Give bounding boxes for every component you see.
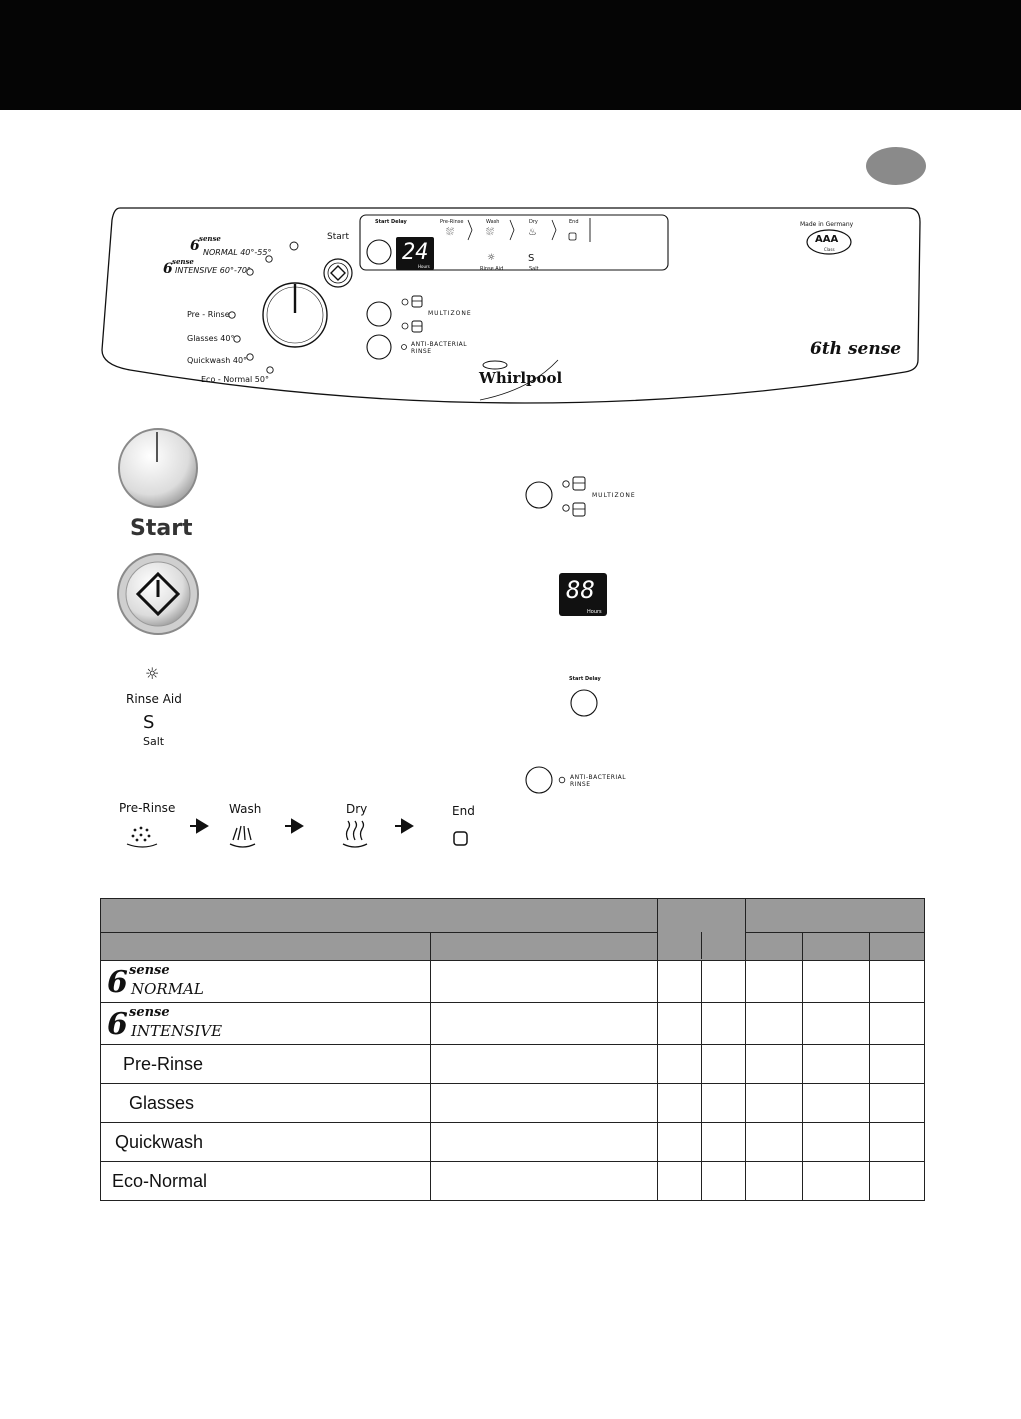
row-normal-prefix: 6 <box>107 965 128 1000</box>
made-in-label: Made in Germany <box>800 221 854 228</box>
table-cell <box>803 1162 870 1201</box>
table-cell <box>870 1162 925 1201</box>
row-econormal-name: Eco-Normal <box>101 1162 431 1201</box>
rinse-aid-icon: ☼ <box>487 253 496 263</box>
panel-start-delay-label: Start Delay <box>375 219 407 225</box>
table-cell <box>803 961 870 1003</box>
legend-display-value: 88 <box>566 576 595 604</box>
row-normal-name: NORMAL <box>131 980 204 998</box>
panel-salt-label: Salt <box>529 266 539 272</box>
table-cell <box>870 961 925 1003</box>
legend-rinse-aid-icon: ☼ <box>145 664 160 683</box>
prerinse-phase-icon <box>127 827 157 847</box>
wash-phase-icon <box>230 826 255 847</box>
arrow-icon <box>190 820 207 832</box>
table-header-row-1 <box>101 899 925 933</box>
legend-phase-end: End <box>452 804 475 818</box>
dry-icon: ♨ <box>528 227 537 238</box>
panel-antibacterial-label-2: RINSE <box>411 348 432 355</box>
program-quickwash-label: Quickwash 40° <box>187 356 248 365</box>
panel-multizone-label: MULTIZONE <box>428 310 472 317</box>
table-cell <box>702 1003 746 1045</box>
table-cell <box>702 1084 746 1123</box>
energy-class: AAA <box>815 234 839 245</box>
table-cell <box>658 1045 702 1084</box>
table-header-cell <box>101 933 431 961</box>
row-intensive-name: INTENSIVE <box>131 1022 223 1040</box>
program-normal-prefix: 6 <box>190 238 200 254</box>
table-program-cell <box>101 961 431 1003</box>
legend-salt-label: Salt <box>143 735 165 748</box>
table-cell <box>702 961 746 1003</box>
row-quickwash-name: Quickwash <box>101 1123 431 1162</box>
prerinse-icon: ⛆ <box>446 227 454 238</box>
panel-start-label: Start <box>327 232 349 242</box>
table-program-cell <box>101 1003 431 1045</box>
legend-phase-prerinse: Pre-Rinse <box>119 801 176 815</box>
table-cell <box>702 1045 746 1084</box>
panel-phase-wash: Wash <box>486 219 500 225</box>
row-intensive-prefix: 6 <box>107 1007 128 1042</box>
table-header-cell <box>746 933 803 961</box>
table-cell <box>658 1084 702 1123</box>
program-intensive-prefix: 6 <box>163 261 173 277</box>
row-glasses-name: Glasses <box>101 1084 431 1123</box>
table-cell <box>746 961 803 1003</box>
table-cell <box>746 1123 803 1162</box>
legend-antibacterial-label-2: RINSE <box>570 781 591 788</box>
table-cell <box>431 1045 658 1084</box>
program-table <box>100 898 925 1201</box>
row-prerinse-name: Pre-Rinse <box>101 1045 431 1084</box>
panel-phase-prerinse: Pre-Rinse <box>440 219 464 225</box>
legend-start-delay-label: Start Delay <box>569 676 601 682</box>
salt-icon: S <box>528 253 535 264</box>
row-normal-sense: sense <box>129 963 170 978</box>
table-cell <box>702 1123 746 1162</box>
table-header-row-2 <box>101 933 925 961</box>
arrow-icon-2 <box>285 820 302 832</box>
table-cell <box>702 1162 746 1201</box>
panel-antibacterial-label: ANTI-BACTERIAL <box>411 341 468 348</box>
table-cell <box>658 1162 702 1201</box>
panel-display-unit: Hours <box>418 264 430 269</box>
legend-multizone-label: MULTIZONE <box>592 492 636 499</box>
table-cell <box>746 1003 803 1045</box>
legend-rinse-aid-label: Rinse Aid <box>126 692 182 706</box>
table-cell <box>658 1003 702 1045</box>
panel-phase-end: End <box>569 219 579 225</box>
table-header-cell <box>101 899 658 933</box>
table-header-cell <box>803 933 870 961</box>
panel-phase-dry: Dry <box>529 219 538 225</box>
program-glasses-label: Glasses 40° <box>187 334 235 343</box>
language-badge <box>866 147 926 185</box>
table-cell <box>746 1162 803 1201</box>
panel-rinse-aid-label: Rinse Aid <box>480 266 504 272</box>
table-cell <box>870 1045 925 1084</box>
row-intensive-sense: sense <box>129 1005 170 1020</box>
table-cell <box>870 1123 925 1162</box>
table-row <box>101 1162 925 1201</box>
program-intensive-label: INTENSIVE 60°-70° <box>175 266 252 275</box>
table-cell <box>746 1084 803 1123</box>
table-header-cell <box>870 933 925 961</box>
cycle-phase-graphic <box>115 818 485 854</box>
program-prerinse-label: Pre - Rinse <box>187 310 230 319</box>
table-cell <box>870 1003 925 1045</box>
table-cell <box>431 1003 658 1045</box>
sixth-sense-logo: 6th sense <box>810 339 902 359</box>
table-cell <box>658 1123 702 1162</box>
table-cell <box>803 1084 870 1123</box>
program-intensive-sense: sense <box>172 257 194 266</box>
table-header-cell <box>746 899 925 933</box>
table-cell <box>803 1123 870 1162</box>
table-cell <box>658 961 702 1003</box>
arrow-icon-3 <box>395 820 412 832</box>
table-row <box>101 1045 925 1084</box>
table-row <box>101 1003 925 1045</box>
table-cell <box>431 1084 658 1123</box>
header-bar <box>0 0 1021 110</box>
table-row <box>101 961 925 1003</box>
program-normal-label: NORMAL 40°-55° <box>203 248 272 257</box>
table-cell <box>803 1003 870 1045</box>
legend-start-label: Start <box>130 516 193 541</box>
program-econormal-label: Eco - Normal 50° <box>201 375 269 384</box>
table-row <box>101 1123 925 1162</box>
dry-phase-icon <box>343 821 367 847</box>
end-phase-icon <box>454 832 467 845</box>
table-cell <box>431 1162 658 1201</box>
table-header-cell <box>658 899 746 961</box>
table-cell <box>431 961 658 1003</box>
energy-class-caption: Class <box>824 247 835 252</box>
table-cell <box>431 1123 658 1162</box>
legend-phase-dry: Dry <box>346 802 368 816</box>
program-normal-sense: sense <box>199 234 221 243</box>
table-row <box>101 1084 925 1123</box>
table-cell <box>870 1084 925 1123</box>
table-header-cell <box>431 933 658 961</box>
legend-salt-icon: S <box>143 712 155 733</box>
legend-display-unit: Hours <box>587 609 602 615</box>
table-cell <box>803 1045 870 1084</box>
table-cell <box>746 1045 803 1084</box>
legend-buttons-graphic <box>525 470 650 800</box>
panel-display-value: 24 <box>402 240 429 265</box>
wash-icon: ⛆ <box>486 227 494 238</box>
legend-phase-wash: Wash <box>229 802 262 816</box>
brand-logo: Whirlpool <box>479 369 563 387</box>
legend-antibacterial-label: ANTI-BACTERIAL <box>570 774 627 781</box>
